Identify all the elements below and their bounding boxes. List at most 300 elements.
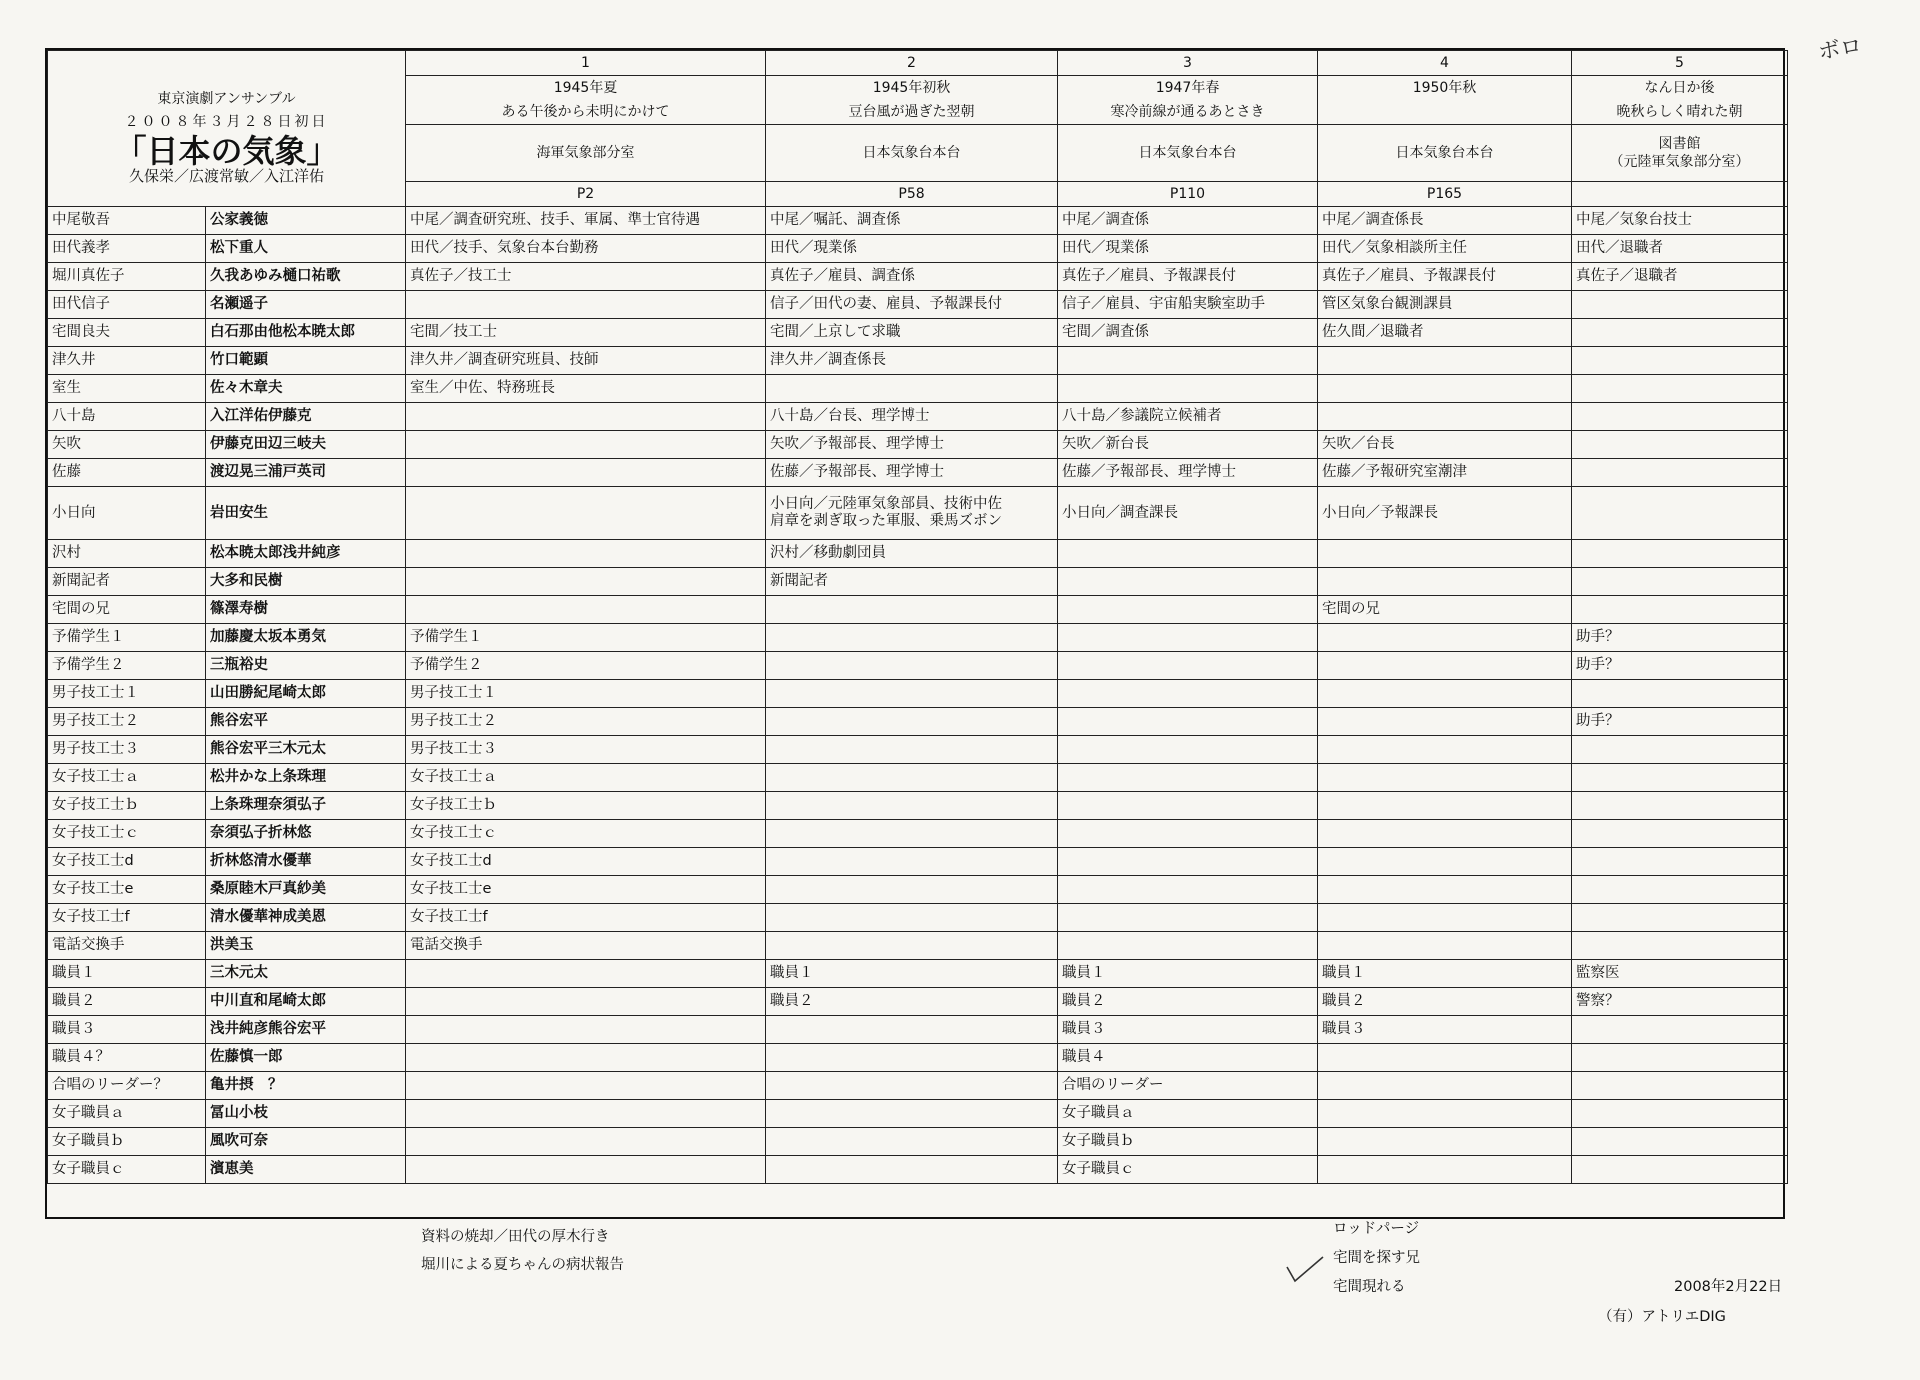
act4-cell: [1318, 904, 1572, 932]
act3-cell: [1058, 708, 1318, 736]
act3-cell: 矢吹／新台長: [1058, 431, 1318, 459]
actor-cell: 三瓶裕史: [206, 652, 406, 680]
cast-row: [48, 403, 1788, 431]
act1-cell: [406, 1016, 766, 1044]
role-cell: 矢吹: [48, 431, 206, 459]
act2-cell: [766, 736, 1058, 764]
act-page: P2: [406, 182, 766, 207]
act5-cell: 田代／退職者: [1572, 235, 1788, 263]
act5-cell: [1572, 764, 1788, 792]
act1-cell: 室生／中佐、特務班長: [406, 375, 766, 403]
role-cell: 八十島: [48, 403, 206, 431]
act3-cell: [1058, 904, 1318, 932]
act5-cell: 助手？: [1572, 652, 1788, 680]
act1-cell: 宅間／技工士: [406, 319, 766, 347]
act4-cell: [1318, 1156, 1572, 1184]
act2-cell: 田代／現業係: [766, 235, 1058, 263]
act5-cell: [1572, 596, 1788, 624]
scene-breakdown-table: [47, 50, 1788, 1184]
act1-cell: 予備学生１: [406, 624, 766, 652]
act2-cell: [766, 1128, 1058, 1156]
act1-cell: [406, 1044, 766, 1072]
act4-cell: [1318, 624, 1572, 652]
act3-cell: [1058, 848, 1318, 876]
act-season: なん日か後: [1572, 76, 1788, 101]
act1-cell: [406, 431, 766, 459]
cast-row: [48, 904, 1788, 932]
act5-cell: 中尾／気象台技士: [1572, 207, 1788, 235]
cast-row: [48, 1044, 1788, 1072]
act5-cell: [1572, 568, 1788, 596]
actor-cell: 濱恵美: [206, 1156, 406, 1184]
cast-row: [48, 319, 1788, 347]
play-title: 「日本の気象」: [114, 132, 339, 170]
act4-footnote: 宅間現れる: [1333, 1279, 1406, 1295]
act2-cell: [766, 1100, 1058, 1128]
act3-cell: 職員１: [1058, 960, 1318, 988]
actor-cell: 洪美玉: [206, 932, 406, 960]
checkmark-icon: [1285, 1255, 1325, 1285]
act-place: 海軍気象部分室: [406, 125, 766, 182]
role-cell: 女子技工士ａ: [48, 764, 206, 792]
act-time: [1318, 100, 1572, 125]
act4-cell: 真佐子／雇員、予報課長付: [1318, 263, 1572, 291]
role-cell: 新聞記者: [48, 568, 206, 596]
act5-cell: 監察医: [1572, 960, 1788, 988]
actor-cell: 清水優華神成美恩: [206, 904, 406, 932]
act4-cell: [1318, 568, 1572, 596]
act3-cell: 職員３: [1058, 1016, 1318, 1044]
act1-cell: 女子技工士ｂ: [406, 792, 766, 820]
act3-cell: [1058, 820, 1318, 848]
act3-cell: 田代／現業係: [1058, 235, 1318, 263]
act4-cell: 田代／気象相談所主任: [1318, 235, 1572, 263]
act5-cell: [1572, 932, 1788, 960]
actor-cell: 三木元太: [206, 960, 406, 988]
act4-cell: [1318, 736, 1572, 764]
role-cell: 中尾敬吾: [48, 207, 206, 235]
cast-row: [48, 932, 1788, 960]
actor-cell: 松下重人: [206, 235, 406, 263]
act3-cell: 女子職員ｂ: [1058, 1128, 1318, 1156]
cast-row: [48, 487, 1788, 540]
act5-cell: [1572, 487, 1788, 540]
role-cell: 女子技工士e: [48, 876, 206, 904]
actor-cell: 名瀬遥子: [206, 291, 406, 319]
act3-cell: [1058, 375, 1318, 403]
act3-cell: 職員４: [1058, 1044, 1318, 1072]
act-number-row: [48, 51, 1788, 76]
cast-row: [48, 540, 1788, 568]
act-page: [1572, 182, 1788, 207]
role-cell: 予備学生２: [48, 652, 206, 680]
cast-row: [48, 263, 1788, 291]
act5-cell: 警察？: [1572, 988, 1788, 1016]
cast-row: [48, 792, 1788, 820]
actor-cell: 折林悠清水優華: [206, 848, 406, 876]
act4-cell: 矢吹／台長: [1318, 431, 1572, 459]
act2-cell: [766, 904, 1058, 932]
role-cell: 女子職員ａ: [48, 1100, 206, 1128]
actor-cell: 亀井摂 ？: [206, 1072, 406, 1100]
cast-row: [48, 736, 1788, 764]
actor-cell: 中川直和尾崎太郎: [206, 988, 406, 1016]
act5-cell: 助手？: [1572, 624, 1788, 652]
act1-cell: 田代／技手、気象台本台勤務: [406, 235, 766, 263]
act3-cell: 中尾／調査係: [1058, 207, 1318, 235]
act3-cell: 合唱のリーダー: [1058, 1072, 1318, 1100]
act4-cell: [1318, 375, 1572, 403]
actor-cell: 浅井純彦熊谷宏平: [206, 1016, 406, 1044]
role-cell: 女子技工士d: [48, 848, 206, 876]
cast-row: [48, 848, 1788, 876]
act-place: 日本気象台本台: [1318, 125, 1572, 182]
role-cell: 予備学生１: [48, 624, 206, 652]
act4-cell: [1318, 540, 1572, 568]
act4-cell: [1318, 403, 1572, 431]
role-cell: 沢村: [48, 540, 206, 568]
act2-cell: 職員２: [766, 988, 1058, 1016]
act3-cell: 佐藤／予報部長、理学博士: [1058, 459, 1318, 487]
act2-cell: 八十島／台長、理学博士: [766, 403, 1058, 431]
act2-cell: [766, 1044, 1058, 1072]
act1-cell: 女子技工士e: [406, 876, 766, 904]
actor-cell: 篠澤寿樹: [206, 596, 406, 624]
act5-cell: [1572, 1016, 1788, 1044]
act4-cell: 宅間の兄: [1318, 596, 1572, 624]
cast-row: [48, 235, 1788, 263]
act2-cell: [766, 375, 1058, 403]
act1-cell: [406, 540, 766, 568]
role-cell: 小日向: [48, 487, 206, 540]
act3-cell: [1058, 932, 1318, 960]
act4-cell: 職員１: [1318, 960, 1572, 988]
act-page: P165: [1318, 182, 1572, 207]
act1-cell: 男子技工士３: [406, 736, 766, 764]
cast-row: [48, 988, 1788, 1016]
act4-cell: [1318, 848, 1572, 876]
role-cell: 男子技工士３: [48, 736, 206, 764]
act1-cell: 女子技工士f: [406, 904, 766, 932]
actor-cell: 冨山小枝: [206, 1100, 406, 1128]
act4-cell: 佐久間／退職者: [1318, 319, 1572, 347]
role-cell: 佐藤: [48, 459, 206, 487]
act5-cell: [1572, 459, 1788, 487]
role-cell: 男子技工士２: [48, 708, 206, 736]
act2-cell: 信子／田代の妻、雇員、予報課長付: [766, 291, 1058, 319]
act5-cell: [1572, 291, 1788, 319]
act4-cell: [1318, 347, 1572, 375]
actor-cell: 熊谷宏平: [206, 708, 406, 736]
role-cell: 女子職員ｂ: [48, 1128, 206, 1156]
cast-row: [48, 459, 1788, 487]
role-cell: 職員２: [48, 988, 206, 1016]
act-number: 4: [1318, 51, 1572, 76]
act4-cell: [1318, 1044, 1572, 1072]
act4-cell: 管区気象台観測課員: [1318, 291, 1572, 319]
cast-row: [48, 1072, 1788, 1100]
actor-cell: 松井かな上条珠理: [206, 764, 406, 792]
act-place: 日本気象台本台: [766, 125, 1058, 182]
act-time: 寒冷前線が通るあとさき: [1058, 100, 1318, 125]
act2-cell: [766, 1156, 1058, 1184]
act-place: 図書館 （元陸軍気象部分室）: [1572, 125, 1788, 182]
actor-cell: 久我あゆみ樋口祐歌: [206, 263, 406, 291]
role-cell: 田代義孝: [48, 235, 206, 263]
act-season: 1945年夏: [406, 76, 766, 101]
act2-cell: 津久井／調査係長: [766, 347, 1058, 375]
act2-cell: [766, 652, 1058, 680]
act5-cell: [1572, 1044, 1788, 1072]
act3-cell: 信子／雇員、宇宙船実験室助手: [1058, 291, 1318, 319]
role-cell: 田代信子: [48, 291, 206, 319]
act1-cell: [406, 1156, 766, 1184]
actor-cell: 風吹可奈: [206, 1128, 406, 1156]
actor-cell: 伊藤克田辺三岐夫: [206, 431, 406, 459]
act3-cell: [1058, 764, 1318, 792]
actor-cell: 松本暁太郎浅井純彦: [206, 540, 406, 568]
act1-cell: [406, 403, 766, 431]
act1-cell: 真佐子／技工士: [406, 263, 766, 291]
act-page: P58: [766, 182, 1058, 207]
act5-cell: 真佐子／退職者: [1572, 263, 1788, 291]
cast-rows: [48, 207, 1788, 1184]
actor-cell: 白石那由他松本暁太郎: [206, 319, 406, 347]
act3-cell: 職員２: [1058, 988, 1318, 1016]
act4-footnote: 宅間を探す兄: [1333, 1250, 1420, 1266]
cast-row: [48, 431, 1788, 459]
act5-cell: [1572, 319, 1788, 347]
act2-cell: 小日向／元陸軍気象部員、技術中佐 肩章を剥ぎ取った軍服、乗馬ズボン: [766, 487, 1058, 540]
act2-cell: 真佐子／雇員、調査係: [766, 263, 1058, 291]
actor-cell: 佐藤慎一郎: [206, 1044, 406, 1072]
act5-cell: [1572, 540, 1788, 568]
act2-cell: [766, 708, 1058, 736]
role-cell: 職員１: [48, 960, 206, 988]
act-time: ある午後から未明にかけて: [406, 100, 766, 125]
act5-cell: [1572, 1100, 1788, 1128]
act5-cell: [1572, 403, 1788, 431]
act1-cell: [406, 459, 766, 487]
act1-cell: 女子技工士ｃ: [406, 820, 766, 848]
act1-cell: [406, 291, 766, 319]
cast-row: [48, 347, 1788, 375]
act1-cell: 電話交換手: [406, 932, 766, 960]
act3-cell: [1058, 652, 1318, 680]
actor-cell: 岩田安生: [206, 487, 406, 540]
act1-cell: [406, 1072, 766, 1100]
act-time: 豆台風が過ぎた翌朝: [766, 100, 1058, 125]
act2-cell: 矢吹／予報部長、理学博士: [766, 431, 1058, 459]
act4-cell: [1318, 1100, 1572, 1128]
actor-cell: 熊谷宏平三木元太: [206, 736, 406, 764]
role-cell: 室生: [48, 375, 206, 403]
act4-cell: [1318, 792, 1572, 820]
act2-cell: [766, 876, 1058, 904]
cast-row: [48, 708, 1788, 736]
act5-cell: [1572, 820, 1788, 848]
act-page: P110: [1058, 182, 1318, 207]
act3-cell: 女子職員ｃ: [1058, 1156, 1318, 1184]
act3-cell: [1058, 347, 1318, 375]
act2-cell: [766, 624, 1058, 652]
role-cell: 女子職員ｃ: [48, 1156, 206, 1184]
act4-cell: 小日向／予報課長: [1318, 487, 1572, 540]
cast-row: [48, 375, 1788, 403]
act3-cell: [1058, 540, 1318, 568]
cast-row: [48, 568, 1788, 596]
role-cell: 堀川真佐子: [48, 263, 206, 291]
handwritten-note: ボロ: [1816, 34, 1864, 65]
act2-cell: [766, 792, 1058, 820]
cast-row: [48, 1016, 1788, 1044]
cast-row: [48, 960, 1788, 988]
act1-cell: 男子技工士１: [406, 680, 766, 708]
act2-cell: [766, 932, 1058, 960]
cast-row: [48, 764, 1788, 792]
role-cell: 職員４？: [48, 1044, 206, 1072]
act-season: 1950年秋: [1318, 76, 1572, 101]
act-number: 5: [1572, 51, 1788, 76]
act2-cell: 新聞記者: [766, 568, 1058, 596]
cast-row: [48, 1128, 1788, 1156]
act2-cell: [766, 820, 1058, 848]
act-time: 晩秋らしく晴れた朝: [1572, 100, 1788, 125]
cast-row: [48, 1100, 1788, 1128]
act5-cell: [1572, 792, 1788, 820]
act-place: 日本気象台本台: [1058, 125, 1318, 182]
act3-cell: [1058, 596, 1318, 624]
act2-cell: [766, 764, 1058, 792]
act3-cell: [1058, 736, 1318, 764]
role-cell: 女子技工士ｂ: [48, 792, 206, 820]
act2-cell: [766, 1072, 1058, 1100]
cast-row: [48, 820, 1788, 848]
act3-cell: [1058, 876, 1318, 904]
act1-cell: [406, 1128, 766, 1156]
act5-cell: [1572, 1156, 1788, 1184]
act5-cell: [1572, 876, 1788, 904]
act1-footnote: 資料の焼却／田代の厚木行き: [421, 1229, 610, 1245]
act4-cell: [1318, 820, 1572, 848]
act-season: 1945年初秋: [766, 76, 1058, 101]
act-number: 1: [406, 51, 766, 76]
act1-cell: 男子技工士２: [406, 708, 766, 736]
role-cell: 男子技工士１: [48, 680, 206, 708]
actor-cell: 渡辺晃三浦戸英司: [206, 459, 406, 487]
act5-cell: [1572, 1072, 1788, 1100]
role-cell: 宅間の兄: [48, 596, 206, 624]
actor-cell: 加藤慶太坂本勇気: [206, 624, 406, 652]
act3-cell: 八十島／参議院立候補者: [1058, 403, 1318, 431]
act4-cell: 職員３: [1318, 1016, 1572, 1044]
authors: 久保栄／広渡常敏／入江洋佑: [129, 167, 325, 185]
cast-row: [48, 1156, 1788, 1184]
act5-cell: [1572, 848, 1788, 876]
act4-cell: [1318, 876, 1572, 904]
cast-row: [48, 207, 1788, 235]
act2-cell: [766, 596, 1058, 624]
act4-cell: 職員２: [1318, 988, 1572, 1016]
actor-cell: 山田勝紀尾崎太郎: [206, 680, 406, 708]
act3-cell: [1058, 680, 1318, 708]
role-cell: 合唱のリーダー？: [48, 1072, 206, 1100]
act5-cell: [1572, 904, 1788, 932]
act1-cell: [406, 568, 766, 596]
act1-cell: [406, 1100, 766, 1128]
act1-cell: [406, 960, 766, 988]
act3-cell: 女子職員ａ: [1058, 1100, 1318, 1128]
act1-cell: 予備学生２: [406, 652, 766, 680]
act2-cell: 中尾／嘱託、調査係: [766, 207, 1058, 235]
act4-cell: [1318, 932, 1572, 960]
act-number: 2: [766, 51, 1058, 76]
act1-cell: 女子技工士d: [406, 848, 766, 876]
actor-cell: 上条珠理奈須弘子: [206, 792, 406, 820]
act4-cell: [1318, 680, 1572, 708]
act5-cell: [1572, 680, 1788, 708]
act1-cell: 津久井／調査研究班員、技師: [406, 347, 766, 375]
act2-cell: 宅間／上京して求職: [766, 319, 1058, 347]
role-cell: 電話交換手: [48, 932, 206, 960]
act4-footnote: ロッドパージ: [1333, 1221, 1420, 1237]
act-season: 1947年春: [1058, 76, 1318, 101]
act2-cell: [766, 680, 1058, 708]
actor-cell: 大多和民樹: [206, 568, 406, 596]
role-cell: 女子技工士f: [48, 904, 206, 932]
act3-cell: [1058, 624, 1318, 652]
premiere-date: ２００８年３月２８日初日: [124, 114, 329, 130]
cast-row: [48, 680, 1788, 708]
act5-cell: 助手？: [1572, 708, 1788, 736]
actor-cell: 入江洋佑伊藤克: [206, 403, 406, 431]
actor-cell: 公家義徳: [206, 207, 406, 235]
act3-cell: [1058, 792, 1318, 820]
role-cell: 職員３: [48, 1016, 206, 1044]
act1-cell: [406, 988, 766, 1016]
act4-cell: [1318, 764, 1572, 792]
cast-row: [48, 291, 1788, 319]
act1-cell: 中尾／調査研究班、技手、軍属、準士官待遇: [406, 207, 766, 235]
act3-cell: 真佐子／雇員、予報課長付: [1058, 263, 1318, 291]
act2-cell: 沢村／移動劇団員: [766, 540, 1058, 568]
act5-cell: [1572, 431, 1788, 459]
act5-cell: [1572, 1128, 1788, 1156]
document-date: 2008年2月22日: [1674, 1279, 1783, 1295]
act2-cell: [766, 1016, 1058, 1044]
actor-cell: 奈須弘子折林悠: [206, 820, 406, 848]
act4-cell: [1318, 1072, 1572, 1100]
act3-cell: 宅間／調査係: [1058, 319, 1318, 347]
act3-cell: [1058, 568, 1318, 596]
act2-cell: [766, 848, 1058, 876]
act5-cell: [1572, 347, 1788, 375]
act4-cell: 中尾／調査係長: [1318, 207, 1572, 235]
play-title-block: [48, 51, 406, 207]
cast-row: [48, 652, 1788, 680]
act1-cell: [406, 596, 766, 624]
role-cell: 津久井: [48, 347, 206, 375]
act1-cell: 女子技工士ａ: [406, 764, 766, 792]
act1-footnote: 堀川による夏ちゃんの病状報告: [421, 1257, 624, 1273]
act-number: 3: [1058, 51, 1318, 76]
role-cell: 女子技工士ｃ: [48, 820, 206, 848]
company-name: 東京演劇アンサンブル: [157, 91, 296, 107]
cast-row: [48, 624, 1788, 652]
document-author: （有）アトリエDIG: [1598, 1309, 1726, 1325]
act4-cell: [1318, 652, 1572, 680]
role-cell: 宅間良夫: [48, 319, 206, 347]
